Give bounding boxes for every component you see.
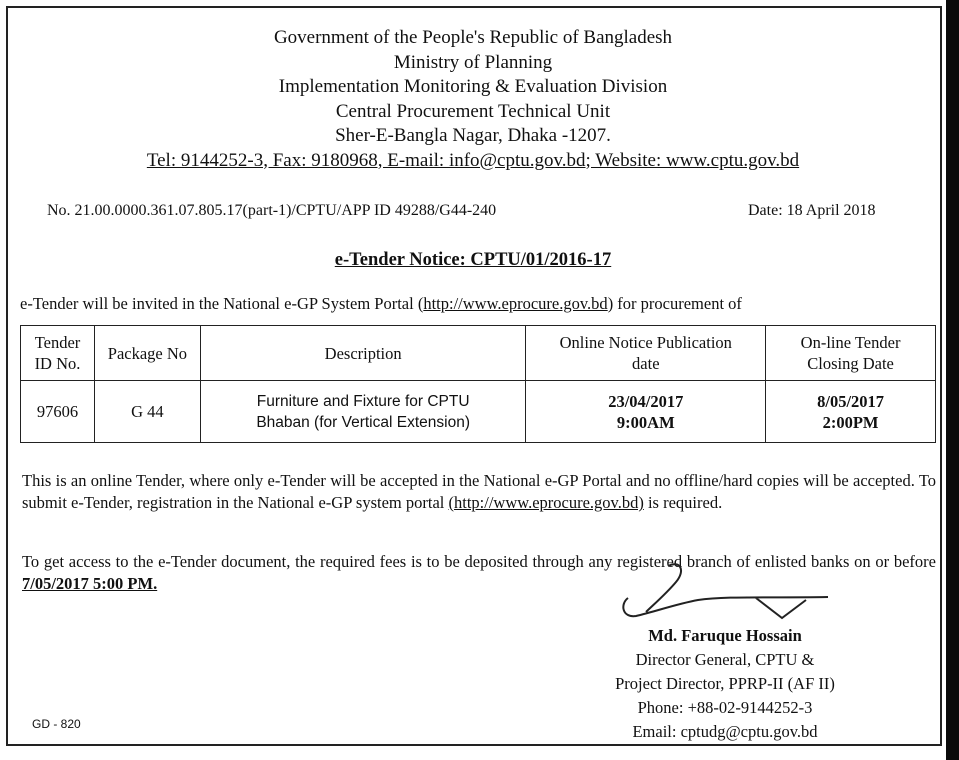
paragraph1-text: This is an online Tender, where only e-Tender will be accepted in the National e-GP Portal and no offline/hard copies will be accepted. To submit e-Tender, registration in the National e-GP system portal <box>22 471 936 512</box>
header-line-ministry: Ministry of Planning <box>393 51 553 73</box>
cell-tender-id: 97606 <box>21 381 95 443</box>
notice-date: Date: 18 April 2018 <box>748 202 876 219</box>
scan-edge <box>946 0 959 760</box>
paragraph1-after: is required. <box>643 493 723 512</box>
header-line-address: Sher-E-Bangla Nagar, Dhaka -1207. <box>335 125 611 146</box>
signatory-phone: Phone: +88-02-9144252-3 <box>637 698 813 717</box>
header-tender-id: Tender ID No. <box>21 326 95 381</box>
signatory-name: Md. Faruque Hossain <box>648 626 802 645</box>
header-contact-line: Tel: 9144252-3, Fax: 9180968, E-mail: info@cptu.gov.bd; Website: www.cptu.gov.bd <box>146 149 800 171</box>
intro-text <box>20 294 742 314</box>
cell-description: Furniture and Fixture for CPTU Bhaban (for Vertical Extension) <box>200 381 526 443</box>
cell-publication-date: 23/04/2017 9:00AM <box>526 381 766 443</box>
signatory-email: Email: cptudg@cptu.gov.bd <box>632 722 818 741</box>
notice-title: e-Tender Notice: CPTU/01/2016-17 <box>334 250 612 270</box>
table-header-row <box>21 326 936 381</box>
reference-number: No. 21.00.0000.361.07.805.17(part-1)/CPTU/APP ID 49288/G44-240 <box>47 202 497 219</box>
header-line-government: Government of the People's Republic of Bangladesh <box>273 27 673 48</box>
header-line-unit: Central Procurement Technical Unit <box>335 100 611 122</box>
header-publication-date: Online Notice Publication date <box>526 326 766 381</box>
table-row <box>21 381 936 443</box>
header-closing-date: On-line Tender Closing Date <box>766 326 936 381</box>
paragraph-online-tender <box>22 470 936 514</box>
tender-table <box>20 325 936 443</box>
header-package-no: Package No <box>94 326 200 381</box>
intro-before: e-Tender will be invited in the National e-GP System Portal ( <box>20 294 424 313</box>
eprocure-link[interactable]: http://www.eprocure.gov.bd <box>423 294 608 313</box>
signatory-title-dg: Director General, CPTU & <box>635 650 815 669</box>
header-description: Description <box>200 326 526 381</box>
signature-graphic <box>606 560 836 630</box>
cell-closing-date: 8/05/2017 2:00PM <box>766 381 936 443</box>
intro-after: ) for procurement of <box>607 294 742 313</box>
signatory-title-pd: Project Director, PPRP-II (AF II) <box>615 674 835 693</box>
paragraph2-text: To get access to the e-Tender document, the required fees is to be deposited through any registered branch of enlisted banks on or before <box>22 552 936 571</box>
letterhead <box>0 26 946 173</box>
cell-package-no: G 44 <box>94 381 200 443</box>
signatory-block <box>590 624 860 744</box>
header-line-division: Implementation Monitoring & Evaluation Division <box>278 76 668 97</box>
footer-code: GD - 820 <box>32 717 81 731</box>
eprocure-link-2[interactable]: (http://www.eprocure.gov.bd) <box>448 493 644 512</box>
deadline: 7/05/2017 5:00 PM. <box>22 574 158 593</box>
